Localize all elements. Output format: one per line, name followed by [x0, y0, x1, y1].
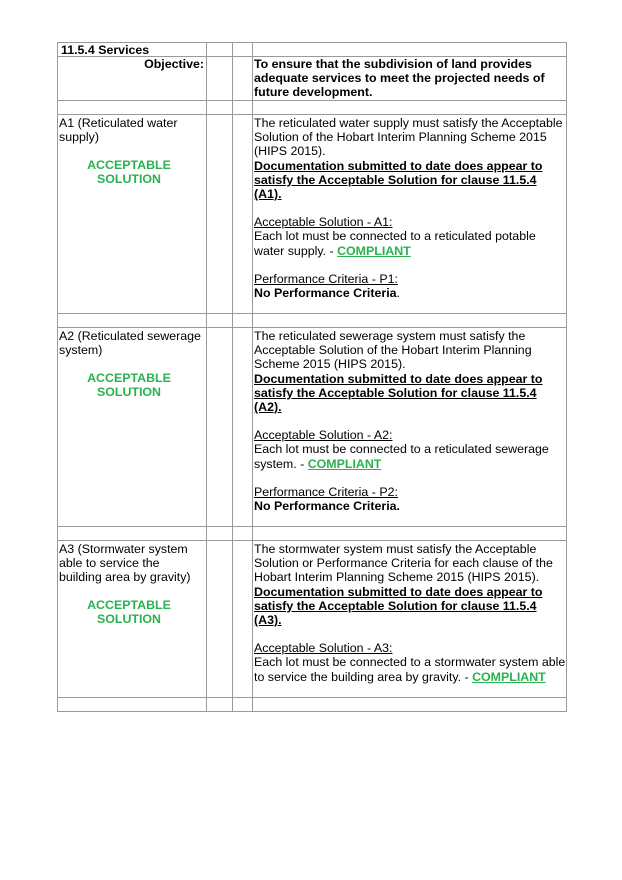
intro-text-a2: The reticulated sewerage system must satisfy the Acceptable Solution of the Hobart Interim Planning Scheme 2015 (HIPS 2015).: [254, 329, 532, 372]
intro-text-a3: The stormwater system must satisfy the Acceptable Solution or Performance Criteria for each clause of the Hobart Interim Planning Scheme 2015 (HIPS 2015).: [254, 542, 553, 585]
clause-label-a1: A1 (Reticulated water supply): [59, 116, 178, 145]
clause-label-a2: A2 (Reticulated sewerage system): [59, 329, 201, 358]
documentation-text-a1: Documentation submitted to date does appear to satisfy the Acceptable Solution for clause 11.5.4 (A1).: [254, 158, 543, 202]
compliance-status-a3: COMPLIANT: [472, 669, 546, 684]
acceptable-solution-text-a1: Each lot must be connected to a reticulated potable water supply. -: [254, 229, 536, 258]
compliance-status-a2: COMPLIANT: [307, 456, 382, 471]
documentation-text-a3: Documentation submitted to date does appear to satisfy the Acceptable Solution for clause 11.5.4 (A3).: [254, 584, 543, 628]
acceptable-solution-text-a2: Each lot must be connected to a reticulated sewerage system. -: [254, 442, 549, 471]
clause-body-a3: [254, 542, 566, 684]
performance-criteria-heading-a1: Performance Criteria - P1:: [254, 271, 398, 286]
performance-criteria-suffix-a1: .: [396, 286, 400, 301]
clause-body-a2: [254, 329, 566, 513]
clause-label-a3: A3 (Stormwater system able to service the building area by gravity): [59, 542, 191, 585]
clause-body-a1: [254, 116, 566, 300]
compliance-status-a1: COMPLIANT: [337, 243, 411, 258]
performance-criteria-text-a1: No Performance Criteria: [254, 286, 397, 301]
status-badge-a2: ACCEPTABLE SOLUTION: [87, 371, 171, 400]
performance-criteria-heading-a2: Performance Criteria - P2:: [254, 484, 398, 499]
acceptable-solution-a3: [254, 655, 566, 683]
intro-text-a1: The reticulated water supply must satisfy the Acceptable Solution of the Hobart Interim Planning Scheme 2015 (HIPS 2015).: [254, 116, 563, 159]
status-badge-a1: ACCEPTABLE SOLUTION: [87, 158, 171, 187]
acceptable-solution-text-a3: Each lot must be connected to a stormwater system able to service the building area by gravity. -: [254, 655, 566, 684]
acceptable-solution-heading-a3: Acceptable Solution - A3:: [254, 641, 393, 656]
acceptable-solution-heading-a1: Acceptable Solution - A1:: [254, 215, 393, 230]
acceptable-solution-a2: [254, 442, 566, 470]
acceptable-solution-a1: [254, 229, 566, 257]
objective-text: To ensure that the subdivision of land provides adequate services to meet the projected needs of future development.: [254, 57, 545, 100]
section-title: 11.5.4 Services: [61, 43, 150, 57]
performance-criteria-text-a2: No Performance Criteria.: [254, 499, 400, 514]
documentation-text-a2: Documentation submitted to date does appear to satisfy the Acceptable Solution for clause 11.5.4 (A2).: [254, 371, 543, 415]
performance-criteria-a1: [254, 286, 566, 300]
status-badge-a3: ACCEPTABLE SOLUTION: [87, 598, 171, 627]
acceptable-solution-heading-a2: Acceptable Solution - A2:: [254, 428, 393, 443]
objective-label: Objective:: [144, 57, 204, 71]
